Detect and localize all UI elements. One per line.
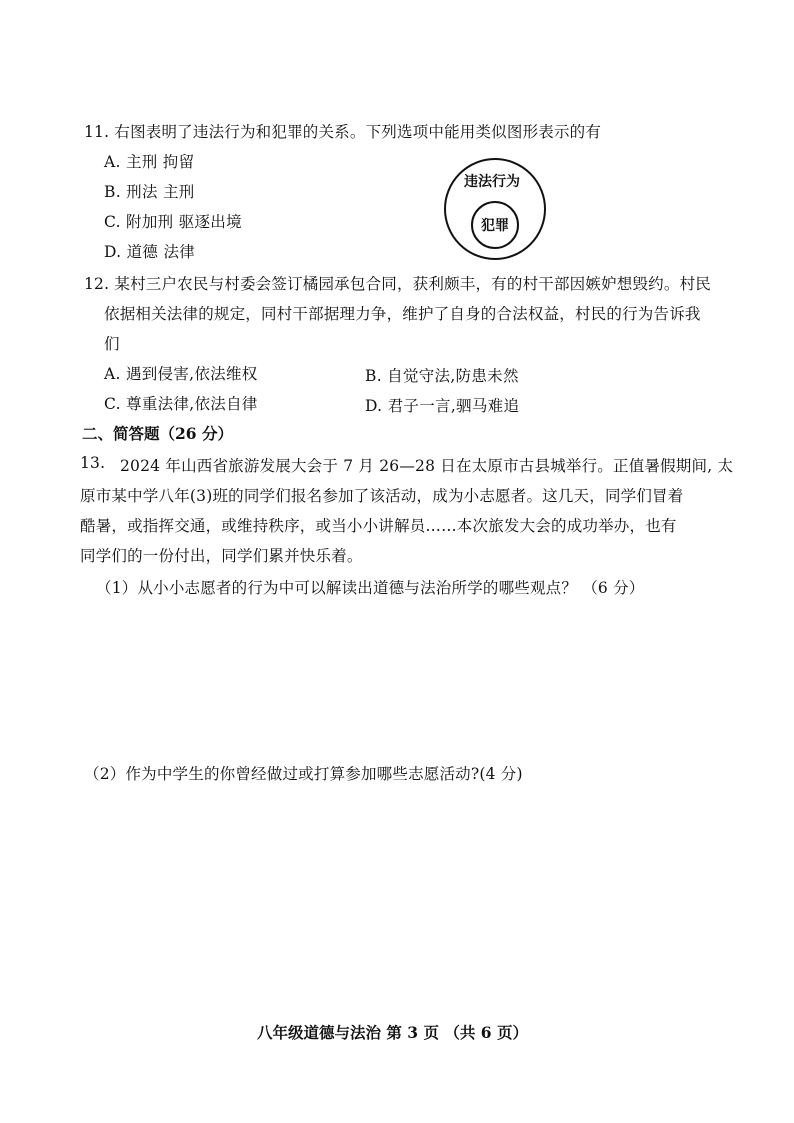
diagram-inner-label: 犯罪 <box>481 218 509 234</box>
q12-line-3: 们 <box>104 335 120 353</box>
q13-line-4: 同学们的一份付出，同学们累并快乐着。 <box>80 547 363 565</box>
diagram-outer-label: 违法行为 <box>464 174 520 190</box>
q13-line-3: 酷暑，或指挥交通，或维持秩序，或当小小讲解员……本次旅发大会的成功举办，也有 <box>80 517 677 535</box>
q11-stem: 11. 右图表明了违法行为和犯罪的关系。下列选项中能用类似图形表示的有 <box>84 123 602 141</box>
q12-option-c: C. 尊重法律,依法自律 <box>104 395 258 413</box>
q12-line-2: 依据相关法律的规定，同村干部据理力争，维护了自身的合法权益，村民的行为告诉我 <box>104 305 701 323</box>
page-footer: 八年级道德与法治 第 3 页 （共 6 页） <box>257 1023 528 1042</box>
q13-number: 13. <box>80 454 106 472</box>
q11-option-c: C. 附加刑 驱逐出境 <box>104 213 242 231</box>
q11-option-a: A. 主刑 拘留 <box>104 153 195 171</box>
q11-option-b: B. 刑法 主刑 <box>104 183 195 201</box>
q12-option-a: A. 遇到侵害,依法维权 <box>104 365 258 383</box>
section-title: 二、简答题（26 分） <box>82 424 233 443</box>
q13-sub-question-1: （1）从小小志愿者的行为中可以解读出道德与法治所学的哪些观点？ （6 分） <box>96 579 645 597</box>
q13-line-1: 2024 年山西省旅游发展大会于 7 月 26—28 日在太原市古县城举行。正值暑假期间, 太 <box>120 457 734 475</box>
q13-line-2: 原市某中学八年(3)班的同学们报名参加了该活动，成为小志愿者。这几天，同学们冒着 <box>80 487 684 505</box>
venn-diagram <box>443 157 547 261</box>
q12-option-d: D. 君子一言,驷马难追 <box>365 397 520 415</box>
q11-option-d: D. 道德 法律 <box>104 243 196 261</box>
q12-option-b: B. 自觉守法,防患未然 <box>365 367 519 385</box>
q13-sub-question-2: （2）作为中学生的你曾经做过或打算参加哪些志愿活动?(4 分) <box>84 765 523 783</box>
q12-line-1: 12. 某村三户农民与村委会签订橘园承包合同，获利颇丰，有的村干部因嫉妒想毁约。村民 <box>84 275 711 293</box>
